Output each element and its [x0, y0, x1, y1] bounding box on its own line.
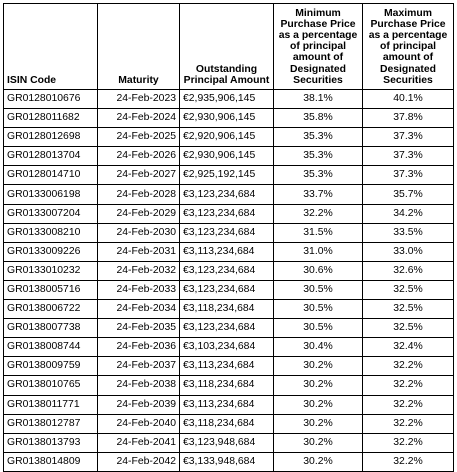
minimum-price-cell: 38.1%: [274, 90, 363, 109]
maturity-cell: 24-Feb-2039: [98, 395, 180, 414]
minimum-price-cell: 35.3%: [274, 147, 363, 166]
table-row: [4, 395, 454, 414]
table-row: [4, 300, 454, 319]
isin-cell: GR0138011771: [4, 395, 98, 414]
isin-cell: GR0138012787: [4, 414, 98, 433]
maximum-price-cell: 35.7%: [363, 185, 454, 204]
amount-cell: €2,920,906,145: [180, 128, 274, 147]
isin-cell: GR0138013793: [4, 433, 98, 452]
isin-cell: GR0138010765: [4, 376, 98, 395]
maturity-cell: 24-Feb-2026: [98, 147, 180, 166]
amount-cell: €3,133,948,684: [180, 452, 274, 471]
table-row: [4, 338, 454, 357]
table-row: [4, 204, 454, 223]
minimum-price-cell: 31.0%: [274, 242, 363, 261]
maturity-cell: 24-Feb-2038: [98, 376, 180, 395]
maximum-price-cell: 32.5%: [363, 319, 454, 338]
minimum-price-cell: 35.8%: [274, 109, 363, 128]
maturity-cell: 24-Feb-2028: [98, 185, 180, 204]
table-row: [4, 90, 454, 109]
table-row: [4, 223, 454, 242]
amount-cell: €3,113,234,684: [180, 242, 274, 261]
amount-cell: €2,930,906,145: [180, 109, 274, 128]
minimum-price-cell: 30.2%: [274, 357, 363, 376]
isin-cell: GR0133007204: [4, 204, 98, 223]
amount-cell: €3,123,948,684: [180, 433, 274, 452]
amount-cell: €2,935,906,145: [180, 90, 274, 109]
amount-cell: €3,118,234,684: [180, 414, 274, 433]
amount-cell: €3,103,234,684: [180, 338, 274, 357]
isin-cell: GR0138006722: [4, 300, 98, 319]
amount-cell: €3,113,234,684: [180, 357, 274, 376]
amount-cell: €3,118,234,684: [180, 376, 274, 395]
header-outstanding-amount: Outstanding Principal Amount: [180, 4, 274, 90]
maximum-price-cell: 32.2%: [363, 414, 454, 433]
maturity-cell: 24-Feb-2025: [98, 128, 180, 147]
maximum-price-cell: 32.5%: [363, 300, 454, 319]
table-row: [4, 242, 454, 261]
amount-cell: €3,113,234,684: [180, 395, 274, 414]
maximum-price-cell: 32.2%: [363, 452, 454, 471]
isin-cell: GR0138005716: [4, 280, 98, 299]
maximum-price-cell: 32.2%: [363, 357, 454, 376]
maximum-price-cell: 32.6%: [363, 261, 454, 280]
table-row: [4, 414, 454, 433]
table-row: [4, 166, 454, 185]
table-row: [4, 109, 454, 128]
amount-cell: €2,925,192,145: [180, 166, 274, 185]
maximum-price-cell: 32.5%: [363, 280, 454, 299]
table-row: [4, 319, 454, 338]
maximum-price-cell: 32.2%: [363, 433, 454, 452]
amount-cell: €3,123,234,684: [180, 280, 274, 299]
amount-cell: €3,123,234,684: [180, 204, 274, 223]
header-minimum-purchase-price: Minimum Purchase Price as a percentage of principal amount of Designated Securities: [274, 4, 363, 90]
minimum-price-cell: 30.5%: [274, 280, 363, 299]
isin-cell: GR0128010676: [4, 90, 98, 109]
maturity-cell: 24-Feb-2042: [98, 452, 180, 471]
maturity-cell: 24-Feb-2031: [98, 242, 180, 261]
minimum-price-cell: 30.2%: [274, 433, 363, 452]
minimum-price-cell: 30.2%: [274, 452, 363, 471]
maturity-cell: 24-Feb-2023: [98, 90, 180, 109]
minimum-price-cell: 30.4%: [274, 338, 363, 357]
maturity-cell: 24-Feb-2040: [98, 414, 180, 433]
header-maturity: Maturity: [98, 4, 180, 90]
maximum-price-cell: 33.0%: [363, 242, 454, 261]
table-row: [4, 185, 454, 204]
maximum-price-cell: 34.2%: [363, 204, 454, 223]
maturity-cell: 24-Feb-2036: [98, 338, 180, 357]
isin-cell: GR0133009226: [4, 242, 98, 261]
minimum-price-cell: 30.2%: [274, 414, 363, 433]
table-row: [4, 280, 454, 299]
minimum-price-cell: 30.5%: [274, 319, 363, 338]
isin-cell: GR0138007738: [4, 319, 98, 338]
table-body: [4, 90, 454, 472]
maximum-price-cell: 37.8%: [363, 109, 454, 128]
maximum-price-cell: 32.4%: [363, 338, 454, 357]
header-maximum-purchase-price: Maximum Purchase Price as a percentage of principal amount of Designated Securities: [363, 4, 454, 90]
amount-cell: €3,123,234,684: [180, 223, 274, 242]
maturity-cell: 24-Feb-2032: [98, 261, 180, 280]
maturity-cell: 24-Feb-2034: [98, 300, 180, 319]
maturity-cell: 24-Feb-2030: [98, 223, 180, 242]
table-header-row: [4, 4, 454, 90]
maximum-price-cell: 37.3%: [363, 128, 454, 147]
maximum-price-cell: 37.3%: [363, 147, 454, 166]
amount-cell: €3,118,234,684: [180, 300, 274, 319]
maturity-cell: 24-Feb-2027: [98, 166, 180, 185]
isin-cell: GR0128011682: [4, 109, 98, 128]
isin-cell: GR0138014809: [4, 452, 98, 471]
maturity-cell: 24-Feb-2035: [98, 319, 180, 338]
table-row: [4, 261, 454, 280]
isin-cell: GR0128014710: [4, 166, 98, 185]
amount-cell: €3,123,234,684: [180, 261, 274, 280]
minimum-price-cell: 30.2%: [274, 395, 363, 414]
maximum-price-cell: 32.2%: [363, 395, 454, 414]
table-row: [4, 376, 454, 395]
minimum-price-cell: 30.2%: [274, 376, 363, 395]
maturity-cell: 24-Feb-2024: [98, 109, 180, 128]
minimum-price-cell: 30.5%: [274, 300, 363, 319]
minimum-price-cell: 35.3%: [274, 128, 363, 147]
isin-cell: GR0133006198: [4, 185, 98, 204]
maturity-cell: 24-Feb-2033: [98, 280, 180, 299]
isin-cell: GR0128013704: [4, 147, 98, 166]
maximum-price-cell: 37.3%: [363, 166, 454, 185]
maturity-cell: 24-Feb-2041: [98, 433, 180, 452]
designated-securities-table: [3, 3, 454, 472]
isin-cell: GR0133010232: [4, 261, 98, 280]
amount-cell: €3,123,234,684: [180, 319, 274, 338]
table-row: [4, 357, 454, 376]
header-isin-code: ISIN Code: [4, 4, 98, 90]
maximum-price-cell: 33.5%: [363, 223, 454, 242]
maturity-cell: 24-Feb-2037: [98, 357, 180, 376]
isin-cell: GR0128012698: [4, 128, 98, 147]
isin-cell: GR0133008210: [4, 223, 98, 242]
amount-cell: €2,930,906,145: [180, 147, 274, 166]
minimum-price-cell: 32.2%: [274, 204, 363, 223]
table-row: [4, 147, 454, 166]
table-row: [4, 128, 454, 147]
maximum-price-cell: 40.1%: [363, 90, 454, 109]
minimum-price-cell: 33.7%: [274, 185, 363, 204]
maximum-price-cell: 32.2%: [363, 376, 454, 395]
minimum-price-cell: 35.3%: [274, 166, 363, 185]
table-row: [4, 452, 454, 471]
maturity-cell: 24-Feb-2029: [98, 204, 180, 223]
minimum-price-cell: 31.5%: [274, 223, 363, 242]
amount-cell: €3,123,234,684: [180, 185, 274, 204]
isin-cell: GR0138009759: [4, 357, 98, 376]
minimum-price-cell: 30.6%: [274, 261, 363, 280]
isin-cell: GR0138008744: [4, 338, 98, 357]
